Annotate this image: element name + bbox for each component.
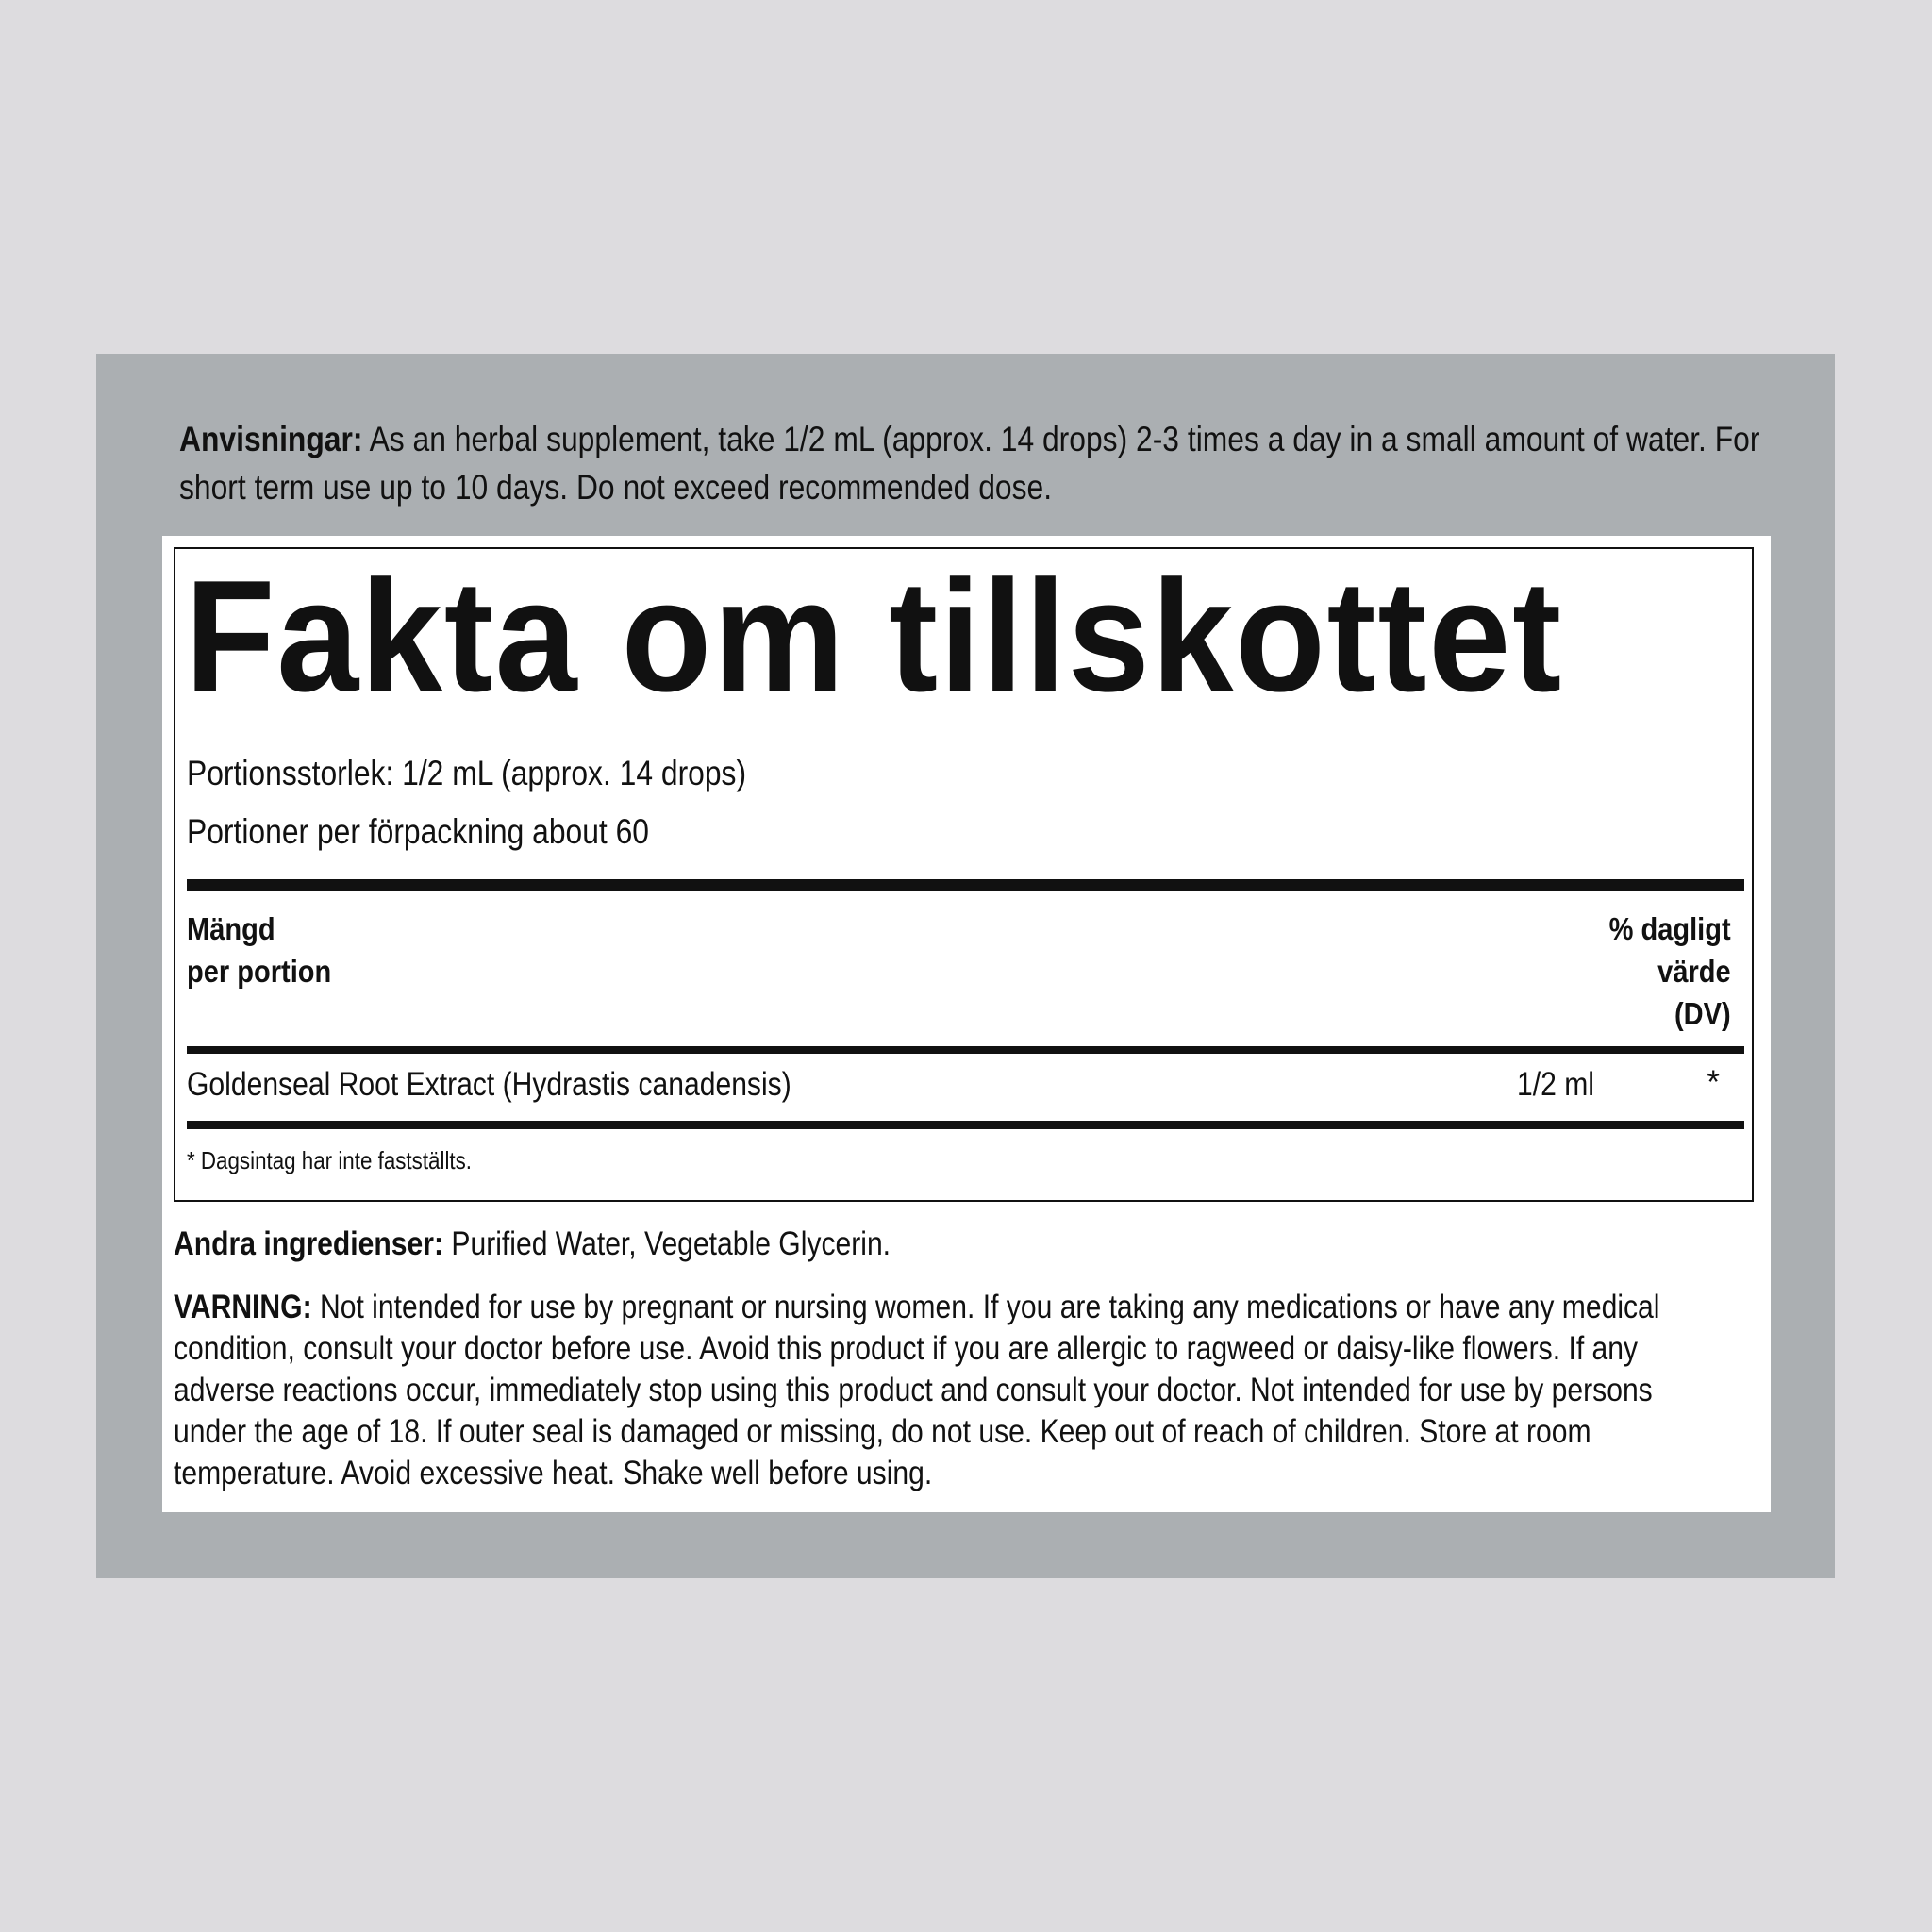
- dv-header-line3: (DV): [1674, 996, 1731, 1031]
- facts-title: Fakta om tillskottet: [185, 547, 1563, 724]
- directions-text: [179, 415, 1770, 511]
- directions-body: As an herbal supplement, take 1/2 mL (approx. 14 drops) 2-3 times a day in a small amount of water. For short term use up to 10 days. Do not exceed recommended dose.: [179, 420, 1760, 507]
- ingredient-dv: *: [1707, 1064, 1720, 1101]
- supplement-facts-box: [174, 547, 1754, 1202]
- ingredient-amount: 1/2 ml: [1517, 1066, 1594, 1103]
- amount-per-serving-header: [187, 908, 331, 992]
- daily-value-header: [1609, 908, 1731, 1035]
- facts-white-area: [162, 536, 1771, 1512]
- warning-text: [174, 1287, 1715, 1494]
- other-ingredients-label: Andra ingredienser:: [174, 1225, 444, 1262]
- servings-per-container: Portioner per förpackning about 60: [187, 812, 649, 851]
- other-ingredients: [174, 1223, 891, 1266]
- ingredient-name: Goldenseal Root Extract (Hydrastis canadensis): [187, 1066, 791, 1103]
- directions-label: Anvisningar:: [179, 420, 363, 458]
- warning-body: Not intended for use by pregnant or nursing women. If you are taking any medications or have any medical condition, consult your doctor before use. Avoid this product if you are allergic to ragweed or daisy-like flowers. If any adverse reactions occur, immediately stop using this product and consult your doctor. Not intended for use by persons under the age of 18. If outer seal is damaged or missing, do not use. Keep out of reach of children. Store at room temperature. Avoid excessive heat. Shake well before using.: [174, 1289, 1660, 1491]
- other-ingredients-body: Purified Water, Vegetable Glycerin.: [443, 1225, 891, 1262]
- dv-header-line1: % dagligt: [1608, 911, 1731, 946]
- footnote: * Dagsintag har inte fastställts.: [187, 1146, 473, 1174]
- amount-header-line2: per portion: [187, 954, 332, 989]
- divider-header-row: [187, 1046, 1744, 1054]
- dv-header-line2: värde: [1657, 954, 1731, 989]
- thick-divider-top: [187, 879, 1744, 891]
- supplement-label-panel: [96, 354, 1835, 1578]
- divider-bottom: [187, 1121, 1744, 1129]
- amount-header-line1: Mängd: [187, 911, 275, 946]
- serving-size: Portionsstorlek: 1/2 mL (approx. 14 drops): [187, 754, 747, 792]
- warning-label: VARNING:: [174, 1289, 312, 1325]
